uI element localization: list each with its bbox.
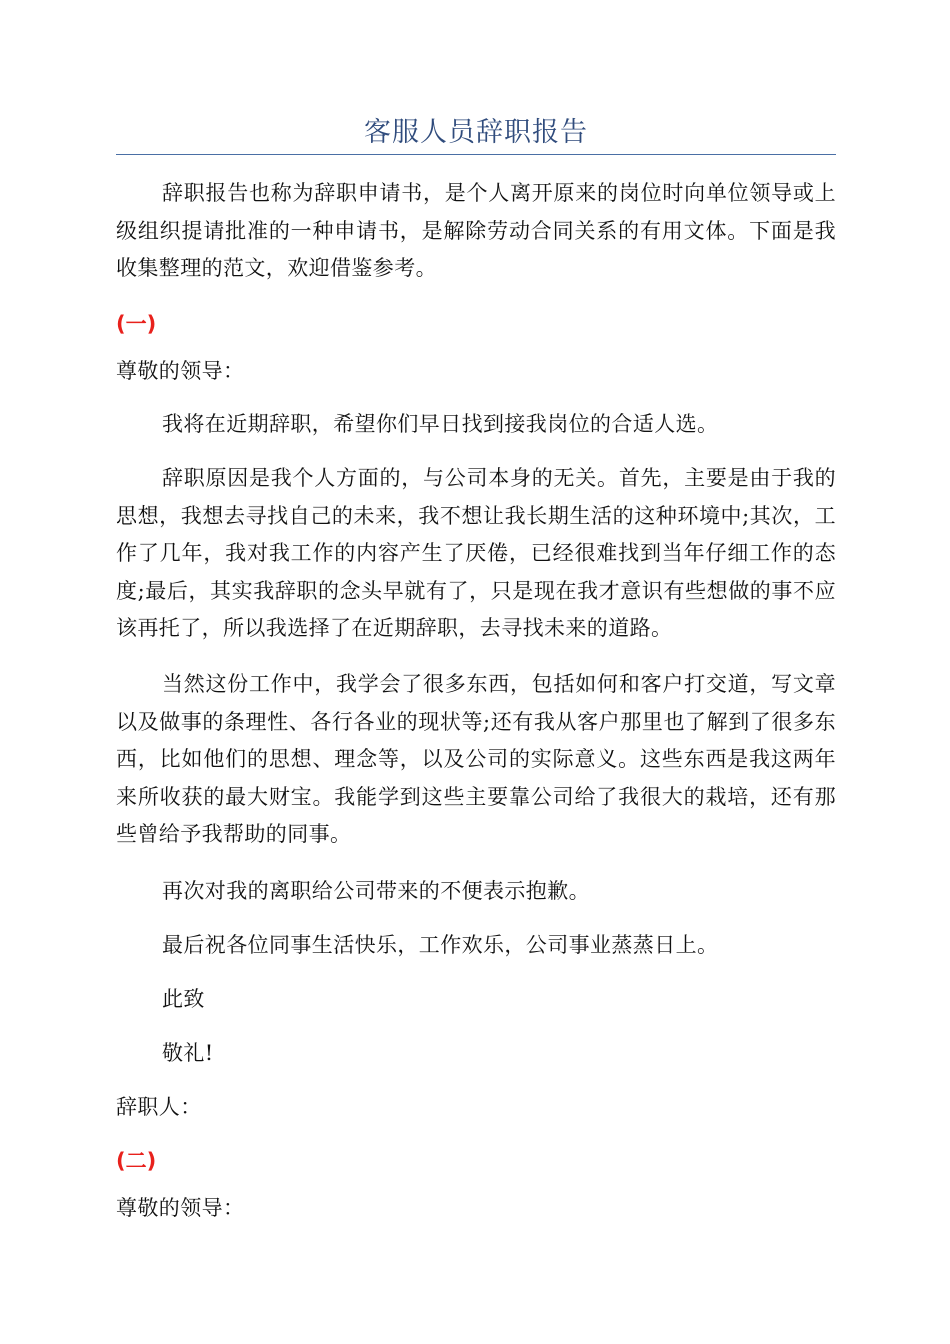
section-heading-2: (二)	[116, 1149, 157, 1173]
body-paragraph-5: 最后祝各位同事生活快乐，工作欢乐，公司事业蒸蒸日上。	[162, 933, 719, 957]
closing-line-1: 此致	[162, 987, 205, 1011]
body-paragraph-4: 再次对我的离职给公司带来的不便表示抱歉。	[162, 879, 590, 903]
body-paragraph-2: 辞职原因是我个人方面的，与公司本身的无关。首先，主要是由于我的思想，我想去寻找自己的未来，我不想让我长期生活的这种环境中;其次，工作了几年，我对我工作的内容产生了厌倦，已经很难找到当年仔细工作的态度;最后，其实我辞职的念头早就有了，只是现在我才意识有些想做的事不应该再托了，所以我选择了在近期辞职，去寻找未来的道路。	[116, 466, 836, 640]
body-paragraph-3: 当然这份工作中，我学会了很多东西，包括如何和客户打交道，写文章以及做事的条理性、各行各业的现状等;还有我从客户那里也了解到了很多东西，比如他们的思想、理念等，以及公司的实际意义。这些东西是我这两年来所收获的最大财宝。我能学到这些主要靠公司给了我很大的栽培，还有那些曾给予我帮助的同事。	[116, 672, 836, 846]
salutation-2: 尊敬的领导：	[116, 1196, 245, 1220]
body-paragraph-1: 我将在近期辞职，希望你们早日找到接我岗位的合适人选。	[162, 412, 719, 436]
salutation-1: 尊敬的领导：	[116, 359, 245, 383]
closing-line-2: 敬礼!	[162, 1041, 214, 1065]
signature-line: 辞职人：	[116, 1095, 202, 1119]
intro-paragraph: 辞职报告也称为辞职申请书，是个人离开原来的岗位时向单位领导或上级组织提请批准的一种申请书，是解除劳动合同关系的有用文体。下面是我收集整理的范文，欢迎借鉴参考。	[116, 181, 836, 280]
title-underline	[116, 154, 836, 155]
section-heading-1: (一)	[116, 312, 157, 336]
document-title: 客服人员辞职报告	[364, 117, 588, 148]
